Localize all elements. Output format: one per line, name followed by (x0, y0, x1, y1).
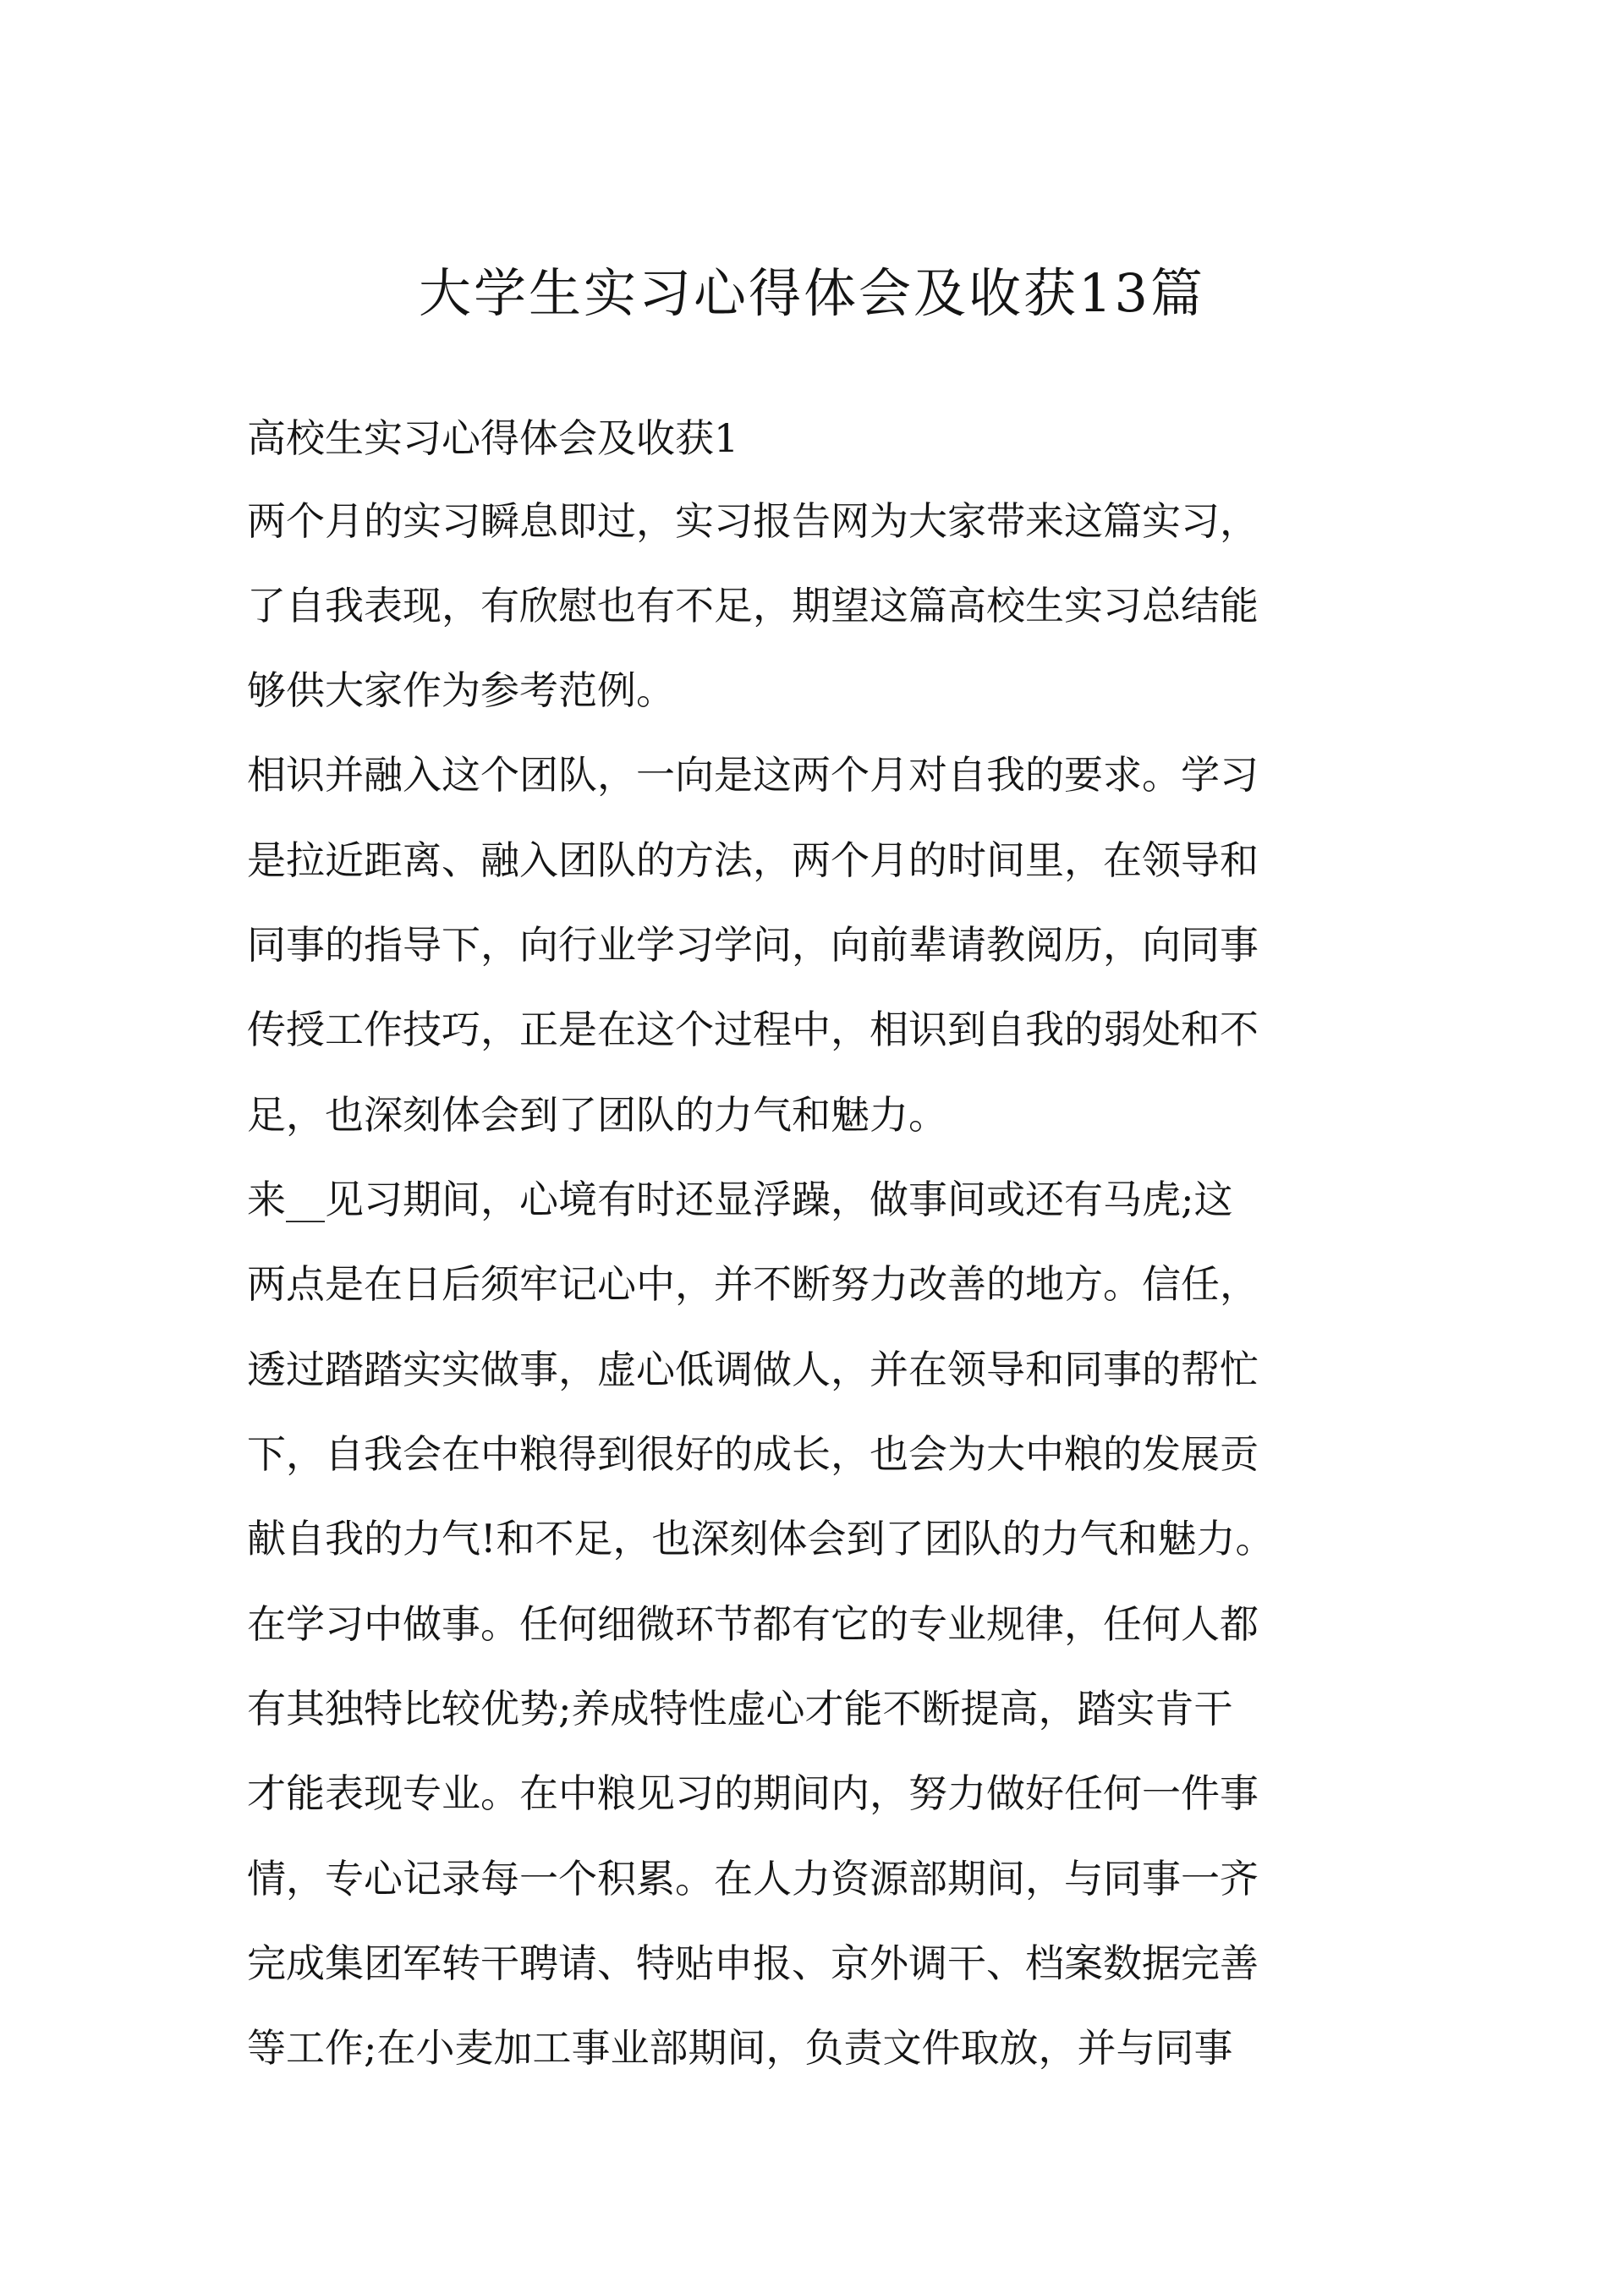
body-line: 在学习中做事。任何细微环节都有它的专业规律，任何人都 (247, 1601, 1259, 1647)
body-line: 相识并融入这个团队，一向是这两个月对自我的要求。学习 (247, 752, 1259, 798)
body-line: 有其独特比较优势;养成特性虚心才能不断提高，踏实肯干 (247, 1686, 1233, 1731)
body-line: 下，自我会在中粮得到很好的成长，也会为大中粮的发展贡 (247, 1431, 1259, 1477)
body-line: 透过踏踏实实做事，虚心低调做人，并在领导和同事的帮忙 (247, 1347, 1259, 1392)
body-line: 才能表现专业。在中粮见习的期间内，努力做好任何一件事 (247, 1770, 1259, 1816)
body-line: 两个月的实习瞬息即过，实习报告网为大家带来这篇实习， (247, 498, 1259, 544)
body-line: 来__见习期间，心境有时还显浮躁，做事间或还有马虎;这 (247, 1177, 1233, 1222)
section-heading: 高校生实习心得体会及收获1 (247, 415, 739, 461)
body-line: 足，也深刻体会到了团队的力气和魅力。 (247, 1092, 947, 1138)
body-line: 等工作;在小麦加工事业部期间，负责文件取放，并与同事 (247, 2025, 1233, 2071)
document-title: 大学生实习心得体会及收获13篇 (419, 262, 1205, 324)
body-line: 是拉近距离、融入团队的方法，两个月的时间里，在领导和 (247, 837, 1259, 883)
body-line: 传授工作技巧，正是在这个过程中，相识到自我的弱处和不 (247, 1007, 1259, 1052)
body-line: 同事的指导下，向行业学习学问，向前辈请教阅历，向同事 (247, 922, 1259, 968)
body-line: 够供大家作为参考范例。 (247, 667, 675, 713)
body-line: 献自我的力气!和不足，也深刻体会到了团队的力气和魅力。 (247, 1516, 1275, 1561)
body-line: 完成集团军转干聘请、特贴申报、京外调干、档案数据完善 (247, 1940, 1259, 1986)
body-line: 两点是在日后须牢记心中，并不断努力改善的地方。信任， (247, 1261, 1259, 1307)
body-line: 情，专心记录每一个积累。在人力资源部期间，与同事一齐 (247, 1856, 1259, 1902)
body-line: 了自我表现，有欣慰也有不足，期望这篇高校生实习总结能 (247, 583, 1259, 628)
